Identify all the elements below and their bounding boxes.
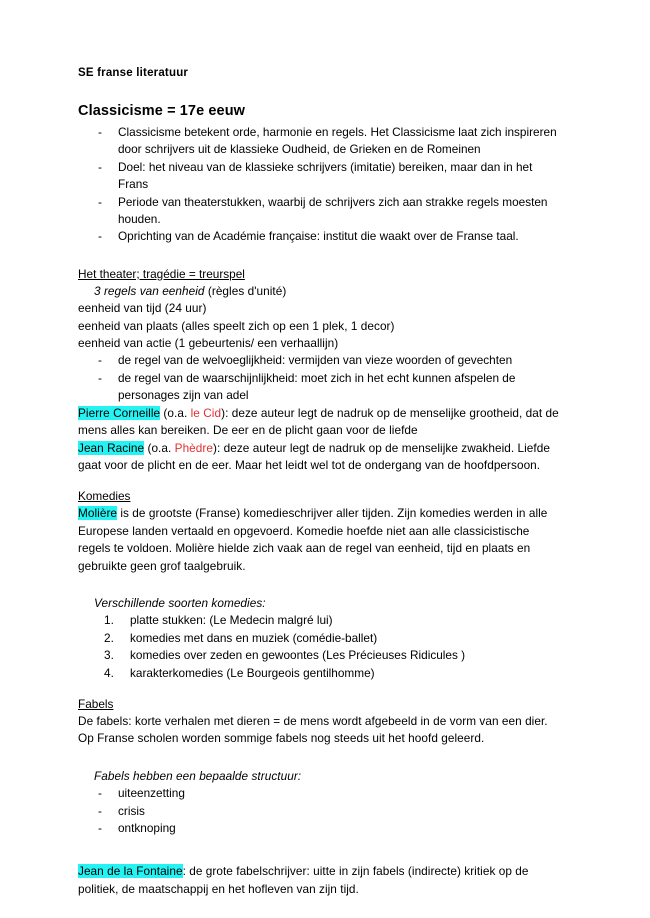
spacer: [78, 575, 565, 595]
theater-subtitle-italic: 3 regels van eenheid: [94, 283, 205, 298]
spacer: [78, 246, 565, 266]
highlight-moliere: Molière: [78, 506, 118, 521]
author-racine-paragraph: [78, 440, 565, 475]
fabels-intro: De fabels: korte verhalen met dieren = de mens wordt afgebeeld in de vorm van een dier. Op Franse scholen worden sommige fabels nog steeds uit het hoofd geleerd.: [78, 713, 548, 746]
highlight-pierre-corneille: Pierre Corneille: [78, 405, 161, 420]
list-item: platte stukken: (Le Medecin malgré lui): [130, 613, 333, 628]
highlight-jean-de-la-fontaine: Jean de la Fontaine: [78, 864, 183, 879]
corneille-paren-close: ):: [221, 405, 232, 420]
classicisme-bullet-list: [78, 124, 565, 246]
racine-text: deze auteur legt de nadruk op de menselijke zwakheid. Liefde gaat voor de plicht en de eer. Maar het leidt wel tot de ondergang van de hoofdpersoon.: [78, 440, 550, 472]
list-item: - uiteenzetting: [78, 785, 565, 802]
heading-theater: Het theater; tragédie = treurspel: [78, 266, 245, 281]
list-item: - de regel van de welvoeglijkheid: vermijden van vieze woorden of gevechten: [78, 352, 565, 369]
list-item: komedies over zeden en gewoontes (Les Précieuses Ridicules ): [130, 648, 466, 663]
komedies-numbered-list: [78, 612, 565, 682]
komedies-subheading: Verschillende soorten komedies:: [94, 595, 266, 610]
fabels-subheading: Fabels hebben een bepaalde structuur:: [94, 768, 302, 783]
list-item: - ontknoping: [78, 820, 565, 837]
spacer: [78, 837, 565, 863]
corneille-paren-open: (o.a.: [160, 405, 191, 420]
moliere-paragraph: [78, 505, 565, 575]
work-le-cid: le Cid: [190, 405, 222, 420]
heading-komedies: Komedies: [78, 489, 131, 504]
moliere-text: is de grootste (Franse) komedieschrijver aller tijden. Zijn komedies werden in alle Europese landen vertaald en opgevoerd. Komedie hoefde niet aan alle classicistische regels te voldoen. Molière hielde zich vaak aan de regel van eenheid, tijd en plaats en gebruikte geen grof taalgebruik.: [78, 506, 548, 573]
racine-paren-open: (o.a.: [144, 440, 175, 455]
list-item: - crisis: [78, 803, 565, 820]
list-item: - Doel: het niveau van de klassieke schrijvers (imitatie) bereiken, maar dan in het Frans: [78, 159, 565, 194]
theater-subtitle: [78, 283, 565, 300]
racine-paren-close: ):: [213, 440, 224, 455]
document-title: SE franse literatuur: [78, 67, 189, 79]
fontaine-text: : de grote fabelschrijver: uitte in zijn fabels (indirecte) kritiek op de politiek, de maatschappij en het hofleven van zijn tijd.: [78, 864, 529, 896]
theater-rule-action: eenheid van actie (1 gebeurtenis/ een verhaallijn): [78, 336, 339, 351]
list-item: - de regel van de waarschijnlijkheid: moet zich in het echt kunnen afspelen de personages zijn van adel: [78, 370, 565, 405]
fabels-structure-list: [78, 785, 565, 837]
list-item: - Oprichting van de Académie française: institut die waakt over de Franse taal.: [78, 228, 565, 245]
work-phedre: Phèdre: [174, 440, 213, 455]
theater-rule-time: eenheid van tijd (24 uur): [78, 301, 207, 316]
spacer: [78, 682, 565, 696]
theater-bullet-list: [78, 352, 565, 404]
corneille-text: deze auteur legt de nadruk op de menselijke grootheid, dat de mens alles kan bereiken. De eer en de plicht gaan voor de liefde: [78, 405, 559, 438]
list-item: - Classicisme betekent orde, harmonie en regels. Het Classicisme laat zich inspireren door schrijvers uit de klassieke Oudheid, de Grieken en de Romeinen: [78, 124, 565, 159]
list-item: karakterkomedies (Le Bourgeois gentilhomme): [130, 665, 375, 680]
heading-classicisme: Classicisme = 17e eeuw: [78, 103, 246, 119]
highlight-jean-racine: Jean Racine: [78, 440, 145, 455]
author-corneille-paragraph: [78, 405, 565, 440]
list-item: - Periode van theaterstukken, waarbij de schrijvers zich aan strakke regels moesten houden.: [78, 194, 565, 229]
heading-fabels: Fabels: [78, 696, 114, 711]
spacer: [78, 748, 565, 768]
spacer: [78, 474, 565, 488]
list-item: komedies met dans en muziek (comédie-ballet): [130, 630, 378, 645]
fontaine-paragraph: [78, 863, 565, 898]
theater-subtitle-rest: (règles d'unité): [204, 283, 287, 298]
theater-rule-place: eenheid van plaats (alles speelt zich op een 1 plek, 1 decor): [78, 318, 395, 333]
